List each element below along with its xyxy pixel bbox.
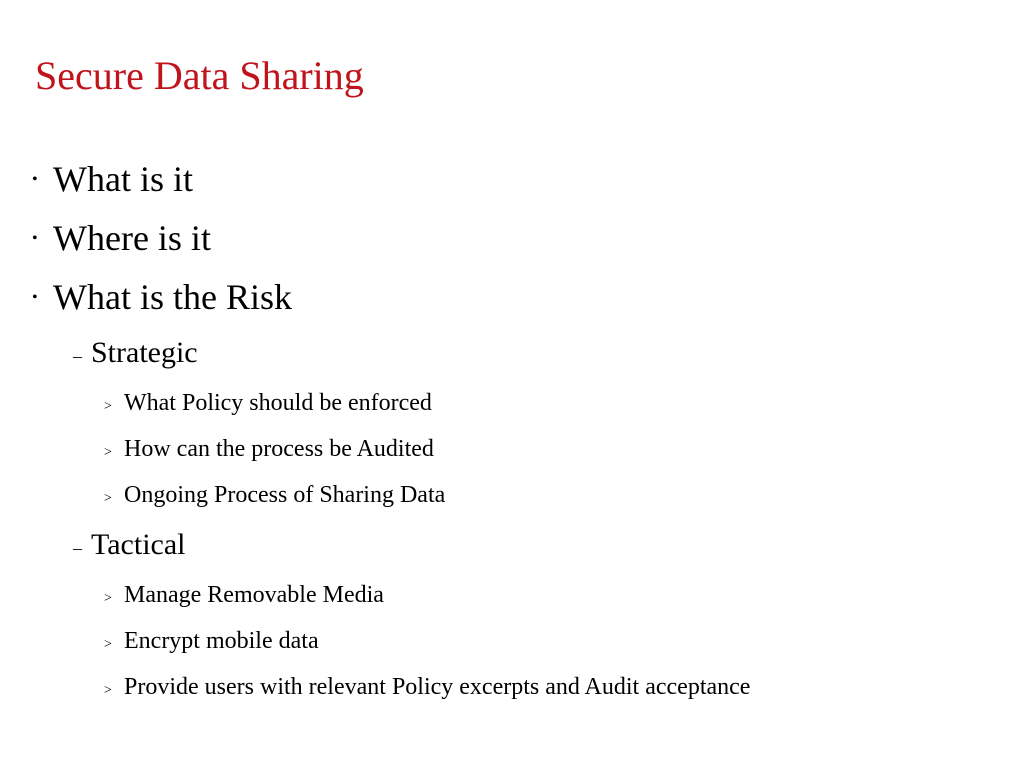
sub-bullet-item [104, 580, 384, 614]
bullet-text: What is it [53, 159, 193, 199]
dash-marker: – [73, 538, 82, 558]
slide-title: Secure Data Sharing [35, 53, 364, 98]
arrow-marker: > [104, 399, 112, 414]
bullet-marker: • [32, 288, 38, 306]
sub-bullet-text: Provide users with relevant Policy excerpts and Audit acceptance [124, 674, 751, 700]
sub-bullet-text: Manage Removable Media [124, 582, 384, 608]
sub-bullet-item [104, 388, 432, 422]
sub-bullet-item [104, 626, 319, 660]
bullet-marker: • [32, 229, 38, 247]
sub-bullet-text: Ongoing Process of Sharing Data [124, 482, 446, 508]
sub-bullet-item [104, 434, 434, 468]
bullet-text: Where is it [53, 218, 211, 258]
arrow-marker: > [104, 445, 112, 460]
bullet-marker: • [32, 170, 38, 188]
section-heading-text: Tactical [91, 528, 186, 561]
sub-bullet-text: How can the process be Audited [124, 436, 434, 462]
arrow-marker: > [104, 591, 112, 606]
bullet-item [32, 218, 211, 262]
dash-marker: – [73, 346, 82, 366]
sub-bullet-text: What Policy should be enforced [124, 390, 432, 416]
arrow-marker: > [104, 491, 112, 506]
sub-bullet-item [104, 672, 750, 706]
bullet-text: What is the Risk [53, 277, 292, 317]
sub-bullet-text: Encrypt mobile data [124, 628, 319, 654]
arrow-marker: > [104, 683, 112, 698]
section-heading-text: Strategic [91, 336, 198, 369]
arrow-marker: > [104, 637, 112, 652]
bullet-item [32, 159, 193, 203]
section-heading-tactical [73, 528, 186, 565]
sub-bullet-item [104, 480, 445, 514]
bullet-item [32, 277, 292, 321]
section-heading-strategic [73, 336, 198, 373]
